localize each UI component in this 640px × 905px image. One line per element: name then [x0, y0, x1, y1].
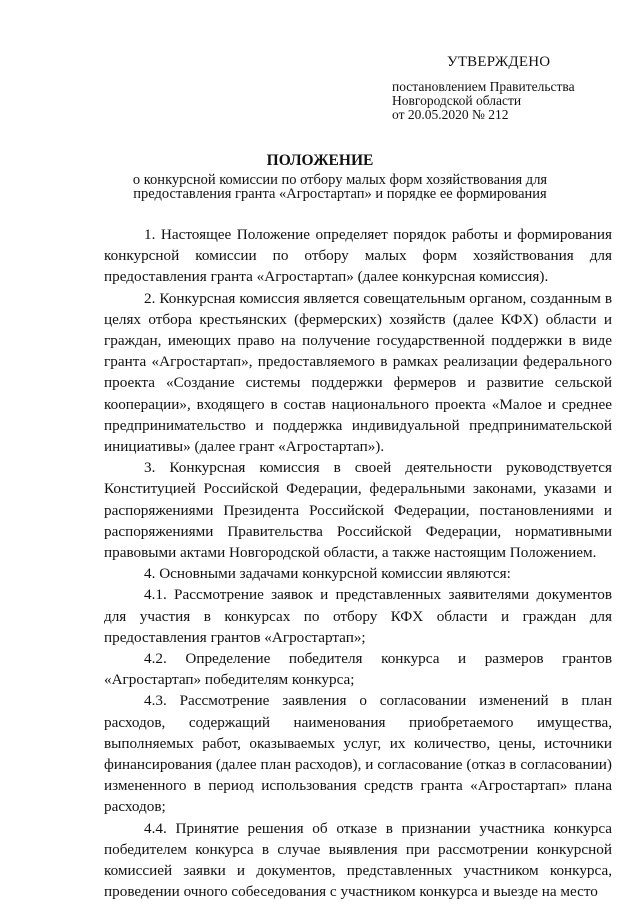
paragraph: 2. Конкурсная комиссия является совещательным органом, созданным в целях отбора крестьянских (фермерских) хозяйств (далее КФХ) области и граждан, имеющих право на получение государственной поддержки в виде гранта «Агростартап», предоставляемого в рамках реализации федерального проекта «Создание системы поддержки фермеров и развитие сельской кооперации», входящего в состав национального проекта «Малое и среднее предпринимательство и поддержка индивидуальной предпринимательской инициативы» (далее грант «Агростартап»).	[104, 289, 612, 456]
paragraph: 3. Конкурсная комиссия в своей деятельности руководствуется Конституцией Российской Федерации, федеральными законами, указами и распоряжениями Президента Российской Федерации, постановлениями и распоряжениями Правительства Российской Федерации, нормативными правовыми актами Новгородской области, а также настоящим Положением.	[104, 459, 612, 562]
paragraph: 4.4. Принятие решения об отказе в признании участника конкурса победителем конкурса в случае выявления при рассмотрении конкурсной комиссией заявки и документов, представленных участником конкурса, проведении очного собеседования с участником конкурса и выезде на место	[104, 819, 612, 901]
document-subtitle: о конкурсной комиссии по отбору малых форм хозяйствования для предоставления гранта «Агростартап» и порядке ее формирования	[132, 172, 548, 202]
paragraph: 4.2. Определение победителя конкурса и размеров грантов «Агростартап» победителям конкурса;	[104, 650, 612, 689]
approval-line: от 20.05.2020 № 212	[392, 107, 509, 122]
approval-line: Новгородской области	[392, 93, 522, 108]
approval-heading: УТВЕРЖДЕНО	[447, 54, 551, 70]
paragraph: 4. Основными задачами конкурсной комиссии являются:	[144, 565, 511, 583]
paragraph: 4.3. Рассмотрение заявления о согласовании изменений в план расходов, содержащий наименования приобретаемого имущества, выполняемых работ, оказываемых услуг, их количество, цены, источники финансирования (далее план расходов), и согласование (отказ в согласовании) измененного в период использования средств гранта «Агростартап» плана расходов;	[104, 692, 612, 816]
paragraph: 1. Настоящее Положение определяет порядок работы и формирования конкурсной комиссии по отбору малых форм хозяйствования для предоставления гранта «Агростартап» (далее конкурсная комиссия).	[104, 226, 612, 286]
document-title: ПОЛОЖЕНИЕ	[266, 152, 374, 169]
approval-stamp	[392, 55, 632, 122]
paragraph: 4.1. Рассмотрение заявок и представленных заявителями документов для участия в конкурсах по отбору КФХ области и граждан для предоставления грантов «Агростартап»;	[104, 586, 612, 646]
approval-line: постановлением Правительства	[392, 79, 575, 94]
document-body	[104, 224, 612, 903]
